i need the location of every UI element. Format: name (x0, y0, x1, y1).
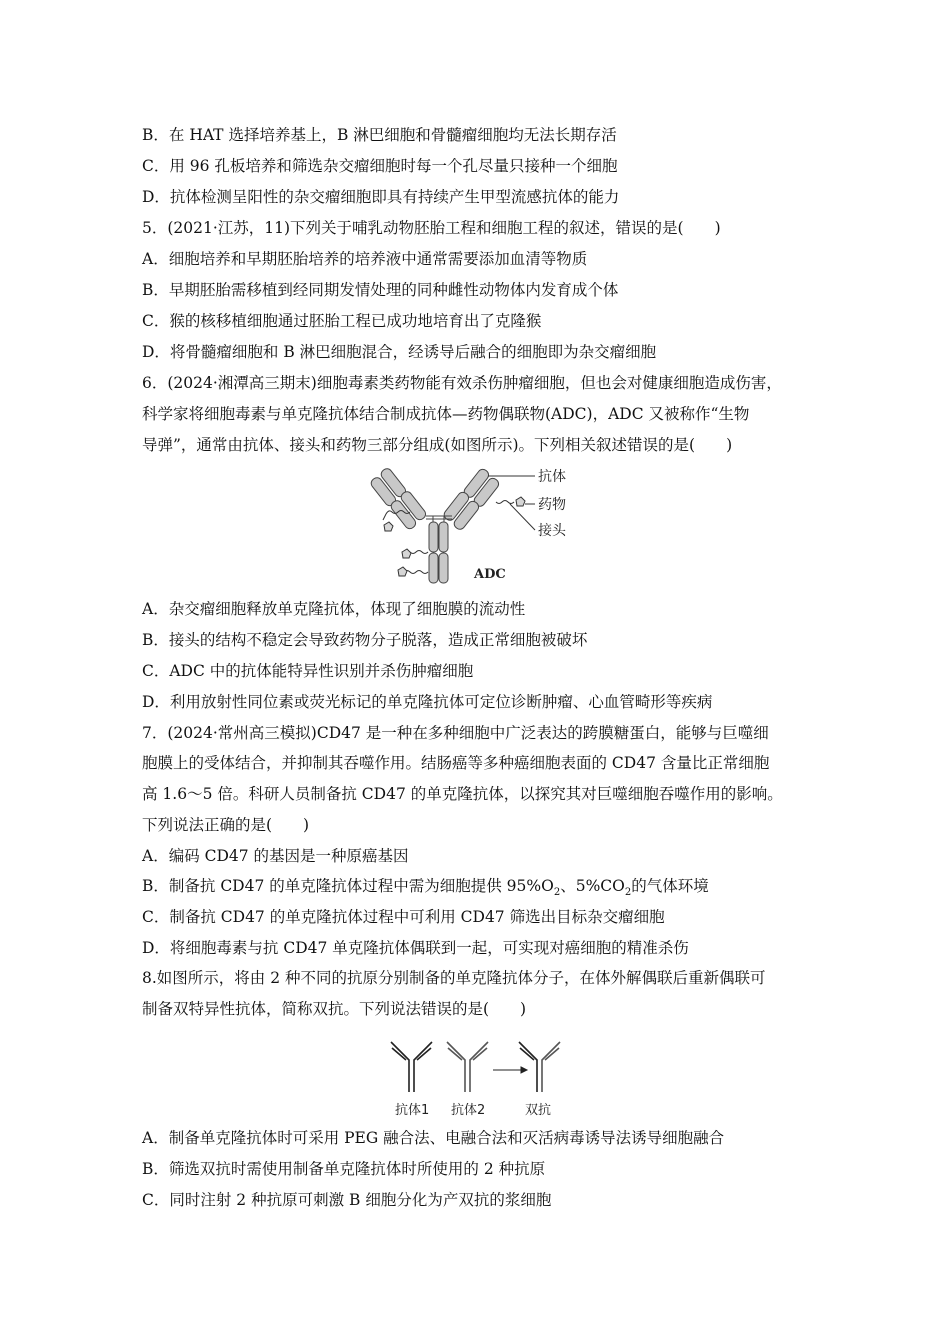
q4-option-b: B．在 HAT 选择培养基上，B 淋巴细胞和骨髓瘤细胞均无法长期存活 (142, 126, 617, 144)
q7-stem-line1: 7．(2024·常州高三模拟)CD47 是一种在多种细胞中广泛表达的跨膜糖蛋白，能够与巨噬细 (142, 724, 769, 742)
antibody-right-arm (442, 467, 500, 531)
q5-stem: 5．(2021·江苏，11)下列关于哺乳动物胚胎工程和细胞工程的叙述，错误的是( ) (142, 219, 721, 237)
antibody-2 (447, 1042, 488, 1092)
linker-3 (404, 571, 428, 574)
subscript: 2 (624, 887, 632, 899)
q8-stem-line2: 制备双特异性抗体，简称双抗。下列说法错误的是( ) (142, 1000, 527, 1018)
q7-option-a: A．编码 CD47 的基因是一种原癌基因 (142, 847, 409, 865)
q7-option-c: C．制备抗 CD47 的单克隆抗体过程中可利用 CD47 筛选出目标杂交瘤细胞 (142, 908, 665, 926)
antibody-left-arm (370, 467, 428, 531)
q8-option-c: C．同时注射 2 种抗原可刺激 B 细胞分化为产双抗的浆细胞 (142, 1191, 552, 1209)
q6-option-d: D．利用放射性同位素或荧光标记的单克隆抗体可定位诊断肿瘤、心血管畸形等疾病 (142, 693, 713, 711)
q8-option-a: A．制备单克隆抗体时可采用 PEG 融合法、电融合法和灭活病毒诱导法诱导细胞融合 (142, 1129, 725, 1147)
drug-icon (398, 567, 407, 576)
q5-option-c: C．猴的核移植细胞通过胚胎工程已成功地培育出了克隆猴 (142, 312, 542, 330)
subscript: 2 (553, 887, 561, 899)
q8-stem-line1: 8.如图所示，将由 2 种不同的抗原分别制备的单克隆抗体分子，在体外解偶联后重新偶联可 (142, 969, 766, 987)
drug-icon (384, 522, 393, 531)
q6-option-c: C．ADC 中的抗体能特异性识别并杀伤肿瘤细胞 (142, 662, 474, 680)
q6-option-b: B．接头的结构不稳定会导致药物分子脱落，造成正常细胞被破坏 (142, 631, 588, 649)
q4-option-c: C．用 96 孔板培养和筛选杂交瘤细胞时每一个孔尽量只接种一个细胞 (142, 157, 618, 175)
q7-option-b-text: B．制备抗 CD47 的单克隆抗体过程中需为细胞提供 95%O (142, 877, 554, 895)
label-linker: 接头 (538, 523, 566, 539)
arrow-icon (493, 1067, 527, 1073)
adc-caption: ADC (474, 567, 506, 582)
label-antibody: 抗体 (538, 469, 566, 485)
q7-stem-line3: 高 1.6～5 倍。科研人员制备抗 CD47 的单克隆抗体，以探究其对巨噬细胞吞噬作用的影响。 (142, 785, 783, 803)
drug-icon (516, 497, 525, 506)
q5-option-b: B．早期胚胎需移植到经同期发情处理的同种雌性动物体内发育成个体 (142, 281, 619, 299)
leader-linker (510, 504, 535, 530)
antibody-stem (429, 522, 448, 583)
q6-stem-line1: 6．(2024·湘潭高三期末)细胞毒素类药物能有效杀伤肿瘤细胞，但也会对健康细胞造成伤害， (142, 374, 782, 392)
bispecific-antibody (519, 1042, 560, 1092)
q4-option-d: D．抗体检测呈阳性的杂交瘤细胞即具有持续产生甲型流感抗体的能力 (142, 188, 620, 206)
q6-stem-line3: 导弹”，通常由抗体、接头和药物三部分组成(如图所示)。下列相关叙述错误的是( ) (142, 436, 733, 454)
q7-option-b-text: 的气体环境 (631, 877, 709, 895)
antibody-1 (391, 1042, 432, 1092)
linker-4 (496, 501, 514, 504)
q7-stem-line4: 下列说法正确的是( ) (142, 816, 310, 834)
q6-stem-line2: 科学家将细胞毒素与单克隆抗体结合制成抗体—药物偶联物(ADC)，ADC 又被称作“生物 (142, 405, 750, 423)
label-drug: 药物 (538, 497, 566, 513)
adc-diagram (370, 462, 590, 587)
linker-2 (410, 551, 428, 554)
label-antibody-1: 抗体1 (395, 1103, 430, 1118)
q7-stem-line2: 胞膜上的受体结合，并抑制其吞噬作用。结肠癌等多种癌细胞表面的 CD47 含量比正常细胞 (142, 754, 770, 772)
q5-option-d: D．将骨髓瘤细胞和 B 淋巴细胞混合，经诱导后融合的细胞即为杂交瘤细胞 (142, 343, 657, 361)
q7-option-b (142, 876, 822, 903)
q8-option-b: B．筛选双抗时需使用制备单克隆抗体时所使用的 2 种抗原 (142, 1160, 546, 1178)
q6-option-a: A．杂交瘤细胞释放单克隆抗体，体现了细胞膜的流动性 (142, 600, 526, 618)
label-bispecific: 双抗 (525, 1103, 552, 1118)
q7-option-b-text: 、5%CO (560, 877, 625, 895)
q7-option-d: D．将细胞毒素与抗 CD47 单克隆抗体偶联到一起，可实现对癌细胞的精准杀伤 (142, 939, 689, 957)
bispecific-diagram (385, 1030, 585, 1120)
label-antibody-2: 抗体2 (451, 1103, 486, 1118)
q5-option-a: A．细胞培养和早期胚胎培养的培养液中通常需要添加血清等物质 (142, 250, 588, 268)
drug-icon (402, 549, 411, 558)
